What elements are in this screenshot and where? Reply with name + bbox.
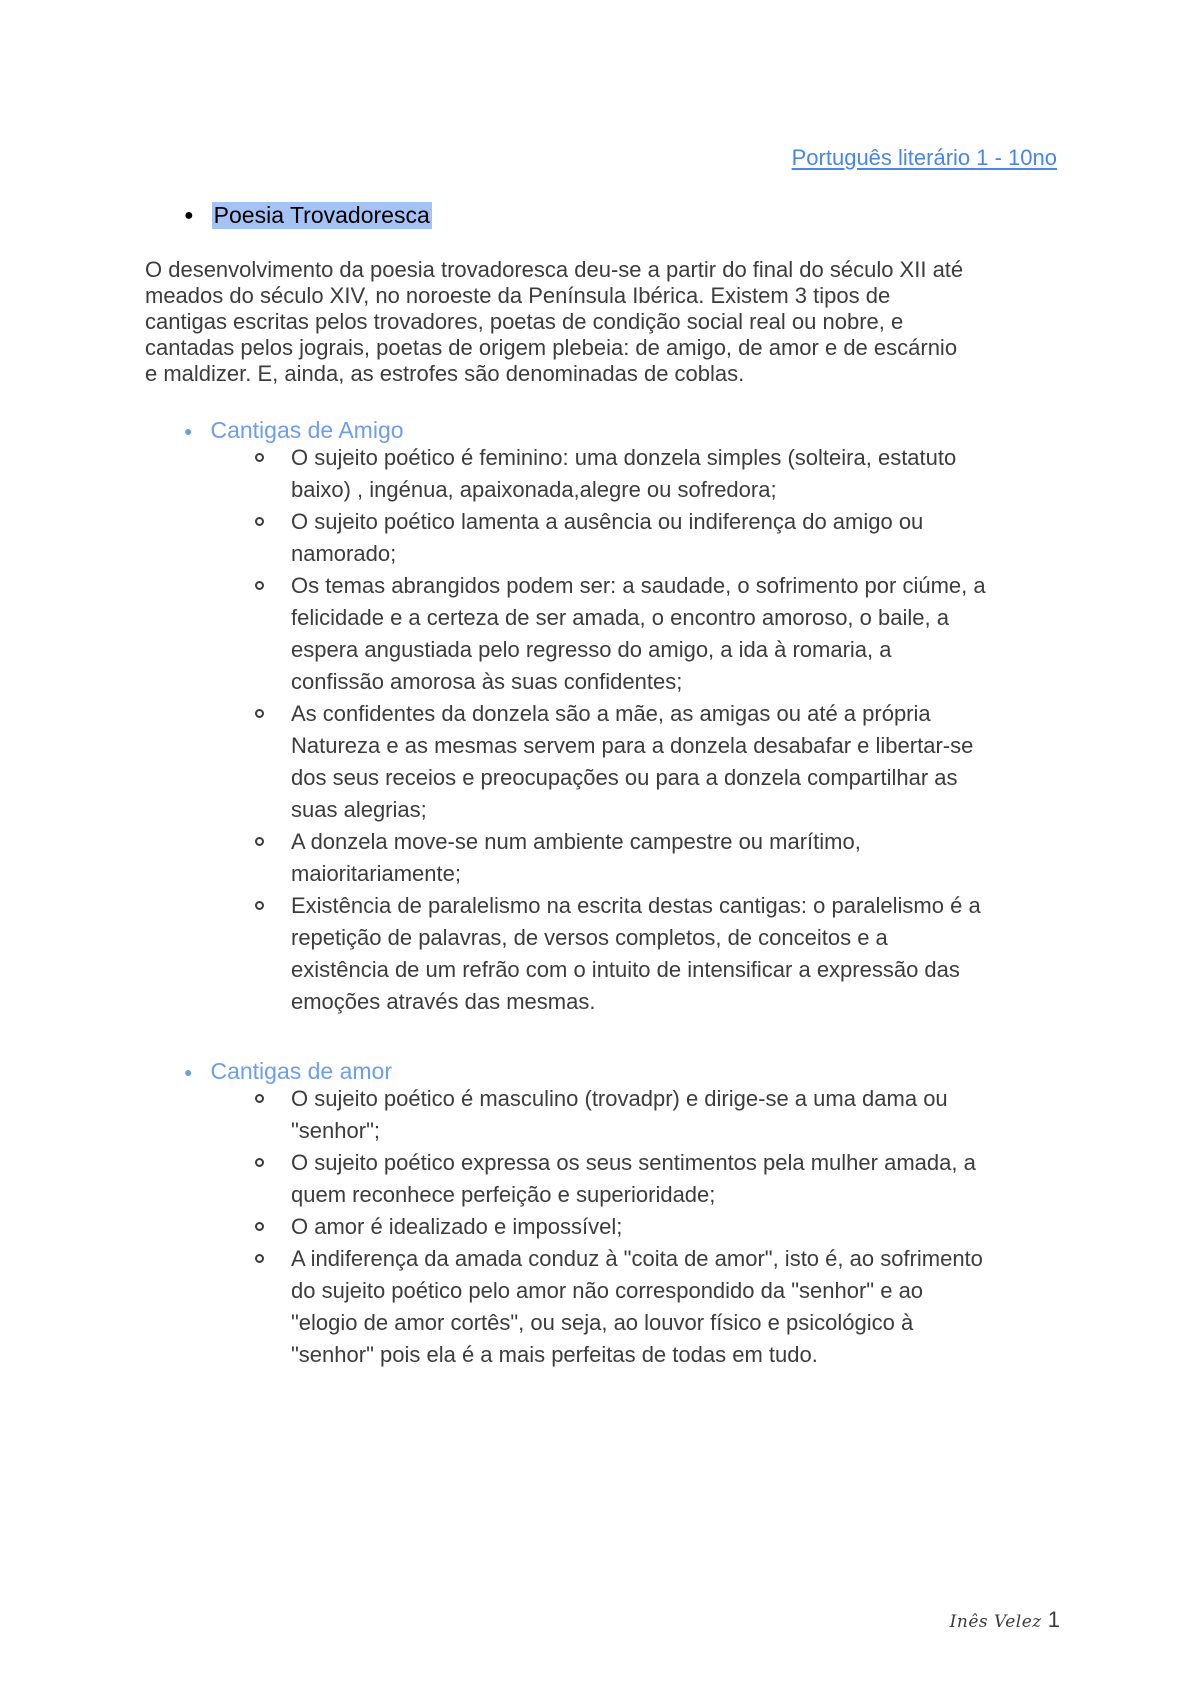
- list-item: O amor é idealizado e impossível;: [255, 1211, 1075, 1243]
- circle-bullet-icon: [255, 1094, 264, 1103]
- list-item: O sujeito poético é feminino: uma donzela simples (solteira, estatuto baixo) , ingénua, apaixonada,alegre ou sofredora;: [255, 442, 1075, 506]
- intro-line: cantadas pelos jograis, poetas de origem plebeia: de amigo, de amor e de escárnio: [145, 335, 958, 360]
- page-number: 1: [1047, 1607, 1060, 1632]
- amor-list: [255, 1083, 1075, 1371]
- intro-line: e maldizer. E, ainda, as estrofes são denominadas de coblas.: [145, 361, 745, 386]
- bullet-icon: ●: [184, 206, 194, 224]
- subheading-text: Cantigas de amor: [210, 1058, 393, 1084]
- list-item: A indiferença da amada conduz à "coita de amor", isto é, ao sofrimento do sujeito poético pelo amor não correspondido da "senhor" e ao "elogio de amor cortês", ou seja, ao louvor físico e psicológico à "senhor" pois ela é a mais perfeitas de todas em tudo.: [255, 1243, 1075, 1371]
- subheading-cantigas-amigo: [184, 417, 404, 444]
- intro-line: cantigas escritas pelos trovadores, poetas de condição social real ou nobre, e: [145, 309, 904, 334]
- list-item: Existência de paralelismo na escrita destas cantigas: o paralelismo é a repetição de palavras, de versos completos, de conceitos e a existência de um refrão com o intuito de intensificar a expressão das emoções através das mesmas.: [255, 890, 1075, 1018]
- list-item: O sujeito poético é masculino (trovadpr) e dirige-se a uma dama ou "senhor";: [255, 1083, 1075, 1147]
- author-signature: Inês Velez: [949, 1612, 1042, 1632]
- circle-bullet-icon: [255, 1222, 264, 1231]
- circle-bullet-icon: [255, 517, 264, 526]
- section-heading: [184, 202, 432, 229]
- page-footer: [950, 1607, 1060, 1633]
- circle-bullet-icon: [255, 901, 264, 910]
- circle-bullet-icon: [255, 837, 264, 846]
- circle-bullet-icon: [255, 453, 264, 462]
- list-item: O sujeito poético expressa os seus sentimentos pela mulher amada, a quem reconhece perfeição e superioridade;: [255, 1147, 1075, 1211]
- amigo-list: [255, 442, 1075, 1018]
- bullet-icon: ●: [184, 1063, 193, 1080]
- intro-paragraph: [145, 257, 1065, 387]
- subheading-cantigas-amor: [184, 1058, 392, 1085]
- intro-line: meados do século XIV, no noroeste da Península Ibérica. Existem 3 tipos de: [145, 283, 891, 308]
- circle-bullet-icon: [255, 709, 264, 718]
- list-item: A donzela move-se num ambiente campestre ou marítimo, maioritariamente;: [255, 826, 1075, 890]
- subheading-text: Cantigas de Amigo: [210, 417, 404, 443]
- bullet-icon: ●: [184, 422, 193, 439]
- document-title-link[interactable]: Português literário 1 - 10no: [791, 145, 1057, 170]
- list-item: O sujeito poético lamenta a ausência ou indiferença do amigo ou namorado;: [255, 506, 1075, 570]
- section-heading-text: Poesia Trovadoresca: [213, 202, 430, 228]
- intro-line: O desenvolvimento da poesia trovadoresca deu-se a partir do final do século XII até: [145, 257, 964, 282]
- circle-bullet-icon: [255, 581, 264, 590]
- circle-bullet-icon: [255, 1158, 264, 1167]
- list-item: Os temas abrangidos podem ser: a saudade, o sofrimento por ciúme, a felicidade e a certeza de ser amada, o encontro amoroso, o baile, a espera angustiada pelo regresso do amigo, a ida à romaria, a confissão amorosa às suas confidentes;: [255, 570, 1075, 698]
- list-item: As confidentes da donzela são a mãe, as amigas ou até a própria Natureza e as mesmas servem para a donzela desabafar e libertar-se dos seus receios e preocupações ou para a donzela compartilhar as suas alegrias;: [255, 698, 1075, 826]
- circle-bullet-icon: [255, 1254, 264, 1263]
